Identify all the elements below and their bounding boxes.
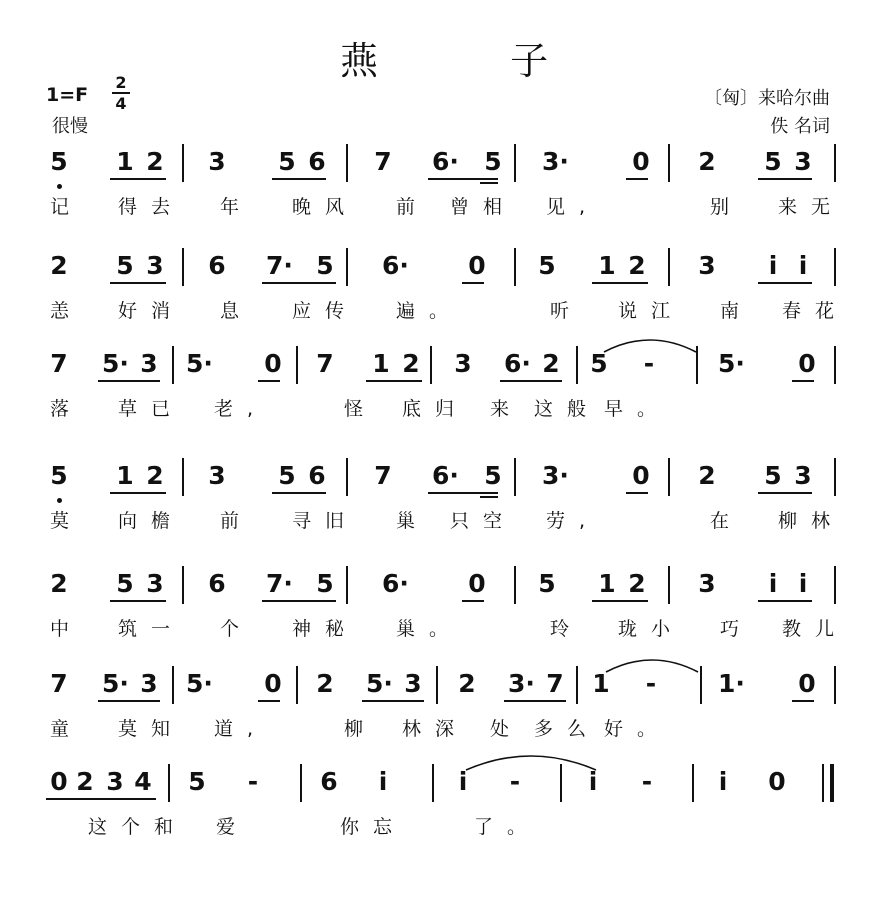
lyric-syllable: 底归 <box>402 398 469 420</box>
note: 5· <box>366 669 393 698</box>
lyric-syllable: 来无 <box>778 196 845 218</box>
underline-beam <box>262 282 336 284</box>
note: 2 <box>628 569 646 598</box>
lyric-syllable: 好消 <box>118 300 185 322</box>
lyric-syllable: 了。 <box>474 816 541 838</box>
score-system <box>0 252 870 342</box>
note: 5 <box>188 767 206 796</box>
underline-beam <box>480 496 498 498</box>
composer-credit: 〔匈〕来哈尔曲 <box>704 88 830 109</box>
note: 1 <box>598 569 616 598</box>
note: i <box>768 251 778 280</box>
bar-line <box>834 566 836 604</box>
underline-beam <box>428 178 498 180</box>
lyric-syllable: 曾相 <box>450 196 517 218</box>
note: 3 <box>140 349 158 378</box>
underline-beam <box>592 282 648 284</box>
note: 3· <box>508 669 535 698</box>
lyric-syllable: 见, <box>546 196 600 218</box>
lyricist-credit: 佚 名词 <box>770 116 830 137</box>
underline-beam <box>110 600 166 602</box>
note: 5 <box>278 461 296 490</box>
note: i <box>588 767 598 796</box>
note: 6 <box>208 251 226 280</box>
lyric-syllable: 这个和 <box>88 816 188 838</box>
note: 4 <box>134 767 152 796</box>
score-system <box>0 350 870 440</box>
note: 7 <box>546 669 564 698</box>
bar-line <box>514 458 516 496</box>
lyric-syllable: 童 <box>50 718 84 740</box>
note: 2 <box>50 251 68 280</box>
tie-layer <box>0 670 870 710</box>
lyric-syllable: 草已 <box>118 398 185 420</box>
lyric-syllable: 好。 <box>604 718 671 740</box>
lyric-syllable: 春花 <box>782 300 849 322</box>
lyric-syllable: 息 <box>220 300 254 322</box>
note: 2 <box>402 349 420 378</box>
underline-beam <box>462 600 484 602</box>
tie-arc <box>606 660 698 672</box>
lyric-syllable: 落 <box>50 398 84 420</box>
score-system <box>0 670 870 760</box>
note: 6 <box>208 569 226 598</box>
note: - <box>643 349 655 378</box>
note: 0 <box>50 767 68 796</box>
note: 6 <box>308 461 326 490</box>
bar-line <box>346 458 348 496</box>
note: 3 <box>404 669 422 698</box>
lyric-syllable: 处 <box>490 718 524 740</box>
time-top: 2 <box>115 73 127 92</box>
note: 2 <box>628 251 646 280</box>
note: 1· <box>718 669 745 698</box>
note: 5· <box>186 349 213 378</box>
note: 5 <box>50 461 68 490</box>
tie-layer <box>0 768 870 808</box>
lyric-syllable: 劳, <box>546 510 600 532</box>
score-system <box>0 570 870 660</box>
note: i <box>458 767 468 796</box>
note: 2 <box>76 767 94 796</box>
underline-beam <box>758 282 812 284</box>
bar-line <box>514 248 516 286</box>
note: 5 <box>278 147 296 176</box>
score-system <box>0 462 870 552</box>
underline-beam <box>428 492 498 494</box>
lyric-syllable: 南 <box>720 300 754 322</box>
note: 1 <box>598 251 616 280</box>
note: 3 <box>146 569 164 598</box>
note: 0 <box>798 669 816 698</box>
note: 5 <box>316 569 334 598</box>
note: 6 <box>320 767 338 796</box>
note: 3 <box>106 767 124 796</box>
note: 1 <box>116 461 134 490</box>
note: 7 <box>50 349 68 378</box>
bar-line <box>346 248 348 286</box>
bar-line <box>182 248 184 286</box>
lyric-syllable: 巢 <box>396 510 430 532</box>
lyric-syllable: 道, <box>214 718 268 740</box>
note: 5 <box>484 147 502 176</box>
note: 2 <box>146 147 164 176</box>
lyric-syllable: 个 <box>220 618 254 640</box>
time-bottom: 4 <box>115 94 127 113</box>
lyric-syllable: 向檐 <box>118 510 185 532</box>
note: 2 <box>146 461 164 490</box>
underline-beam <box>110 492 166 494</box>
bar-line <box>182 144 184 182</box>
lyric-syllable: 别 <box>710 196 744 218</box>
note: - <box>509 767 521 796</box>
underline-beam <box>272 492 326 494</box>
note: 3 <box>698 251 716 280</box>
note: 5· <box>102 669 129 698</box>
lyric-syllable: 珑小 <box>618 618 685 640</box>
lyric-syllable: 年 <box>220 196 254 218</box>
note: 5 <box>116 569 134 598</box>
lyric-syllable: 林深 <box>402 718 469 740</box>
note: i <box>798 251 808 280</box>
bar-line <box>668 248 670 286</box>
bar-line <box>514 144 516 182</box>
low-octave-dot <box>57 498 62 503</box>
underline-beam <box>758 492 812 494</box>
bar-line <box>346 144 348 182</box>
note: i <box>768 569 778 598</box>
note: 5· <box>102 349 129 378</box>
lyric-syllable: 筑一 <box>118 618 185 640</box>
note: 2 <box>458 669 476 698</box>
lyric-syllable: 应传 <box>292 300 359 322</box>
bar-line <box>834 144 836 182</box>
note: 7· <box>266 251 293 280</box>
note: 0 <box>768 767 786 796</box>
lyric-syllable: 怪 <box>344 398 378 420</box>
bar-line <box>514 566 516 604</box>
lyric-syllable: 教儿 <box>782 618 849 640</box>
lyric-syllable: 记 <box>50 196 84 218</box>
note: i <box>798 569 808 598</box>
lyric-syllable: 说江 <box>618 300 685 322</box>
underline-beam <box>110 282 166 284</box>
lyric-syllable: 这般 <box>534 398 601 420</box>
lyric-syllable: 巢。 <box>396 618 463 640</box>
note: 3 <box>794 461 812 490</box>
bar-line <box>668 144 670 182</box>
lyric-syllable: 玲 <box>550 618 584 640</box>
note: 7· <box>266 569 293 598</box>
lyric-syllable: 寻旧 <box>292 510 359 532</box>
note: - <box>641 767 653 796</box>
note: - <box>247 767 259 796</box>
note: i <box>718 767 728 796</box>
lyric-syllable: 来 <box>490 398 524 420</box>
underline-beam <box>758 178 812 180</box>
lyric-syllable: 柳 <box>344 718 378 740</box>
lyric-syllable: 只空 <box>450 510 517 532</box>
underline-beam <box>592 600 648 602</box>
bar-line <box>668 458 670 496</box>
note: 6· <box>382 251 409 280</box>
note: 2 <box>50 569 68 598</box>
lyric-syllable: 多么 <box>534 718 601 740</box>
note: 0 <box>632 147 650 176</box>
note: 3 <box>140 669 158 698</box>
note: 2 <box>698 147 716 176</box>
underline-beam <box>626 492 648 494</box>
note: 0 <box>632 461 650 490</box>
tempo-marking: 很慢 <box>52 116 88 137</box>
note: 5 <box>50 147 68 176</box>
lyric-syllable: 前 <box>396 196 430 218</box>
underline-beam <box>110 178 166 180</box>
lyric-syllable: 听 <box>550 300 584 322</box>
note: 5 <box>764 461 782 490</box>
note: 7 <box>374 461 392 490</box>
lyric-syllable: 恙 <box>50 300 84 322</box>
note: 2 <box>698 461 716 490</box>
bar-line <box>182 566 184 604</box>
note: 5 <box>538 569 556 598</box>
lyric-syllable: 在 <box>710 510 744 532</box>
lyric-syllable: 你忘 <box>340 816 407 838</box>
lyric-syllable: 莫知 <box>118 718 185 740</box>
lyric-syllable: 前 <box>220 510 254 532</box>
tie-layer <box>0 350 870 390</box>
lyric-syllable: 神秘 <box>292 618 359 640</box>
score-system <box>0 768 870 858</box>
lyric-syllable: 遍。 <box>396 300 463 322</box>
note: 1 <box>372 349 390 378</box>
note: 5 <box>538 251 556 280</box>
note: 6· <box>432 147 459 176</box>
note: 5· <box>718 349 745 378</box>
note: 3 <box>698 569 716 598</box>
note: i <box>378 767 388 796</box>
low-octave-dot <box>57 184 62 189</box>
note: 0 <box>468 251 486 280</box>
note: 5 <box>316 251 334 280</box>
bar-line <box>346 566 348 604</box>
bar-line <box>834 458 836 496</box>
lyric-syllable: 中 <box>50 618 84 640</box>
underline-beam <box>758 600 812 602</box>
underline-beam <box>262 600 336 602</box>
lyric-syllable: 巧 <box>720 618 754 640</box>
underline-beam <box>272 178 326 180</box>
note: 5 <box>116 251 134 280</box>
underline-beam <box>626 178 648 180</box>
time-signature <box>112 74 130 112</box>
note: 3· <box>542 147 569 176</box>
note: - <box>645 669 657 698</box>
note: 2 <box>542 349 560 378</box>
note: 3 <box>454 349 472 378</box>
key-signature: 1=F <box>46 84 89 106</box>
note: 5 <box>484 461 502 490</box>
note: 0 <box>798 349 816 378</box>
underline-beam <box>480 182 498 184</box>
note: 3 <box>146 251 164 280</box>
lyric-syllable: 莫 <box>50 510 84 532</box>
note: 7 <box>374 147 392 176</box>
lyric-syllable: 爱 <box>216 816 250 838</box>
underline-beam <box>462 282 484 284</box>
note: 3 <box>208 147 226 176</box>
score-system <box>0 148 870 238</box>
bar-line <box>834 248 836 286</box>
note: 6· <box>432 461 459 490</box>
note: 1 <box>592 669 610 698</box>
song-title: 燕 子 <box>340 39 609 83</box>
note: 7 <box>316 349 334 378</box>
note: 3· <box>542 461 569 490</box>
lyric-syllable: 柳林 <box>778 510 845 532</box>
note: 0 <box>264 349 282 378</box>
bar-line <box>182 458 184 496</box>
lyric-syllable: 晚风 <box>292 196 359 218</box>
note: 0 <box>468 569 486 598</box>
bar-line <box>668 566 670 604</box>
note: 0 <box>264 669 282 698</box>
lyric-syllable: 早。 <box>604 398 671 420</box>
note: 6· <box>382 569 409 598</box>
note: 5· <box>186 669 213 698</box>
note: 6· <box>504 349 531 378</box>
note: 2 <box>316 669 334 698</box>
lyric-syllable: 得去 <box>118 196 185 218</box>
note: 6 <box>308 147 326 176</box>
note: 7 <box>50 669 68 698</box>
lyric-syllable: 老, <box>214 398 268 420</box>
note: 1 <box>116 147 134 176</box>
note: 3 <box>208 461 226 490</box>
note: 3 <box>794 147 812 176</box>
note: 5 <box>590 349 608 378</box>
note: 5 <box>764 147 782 176</box>
